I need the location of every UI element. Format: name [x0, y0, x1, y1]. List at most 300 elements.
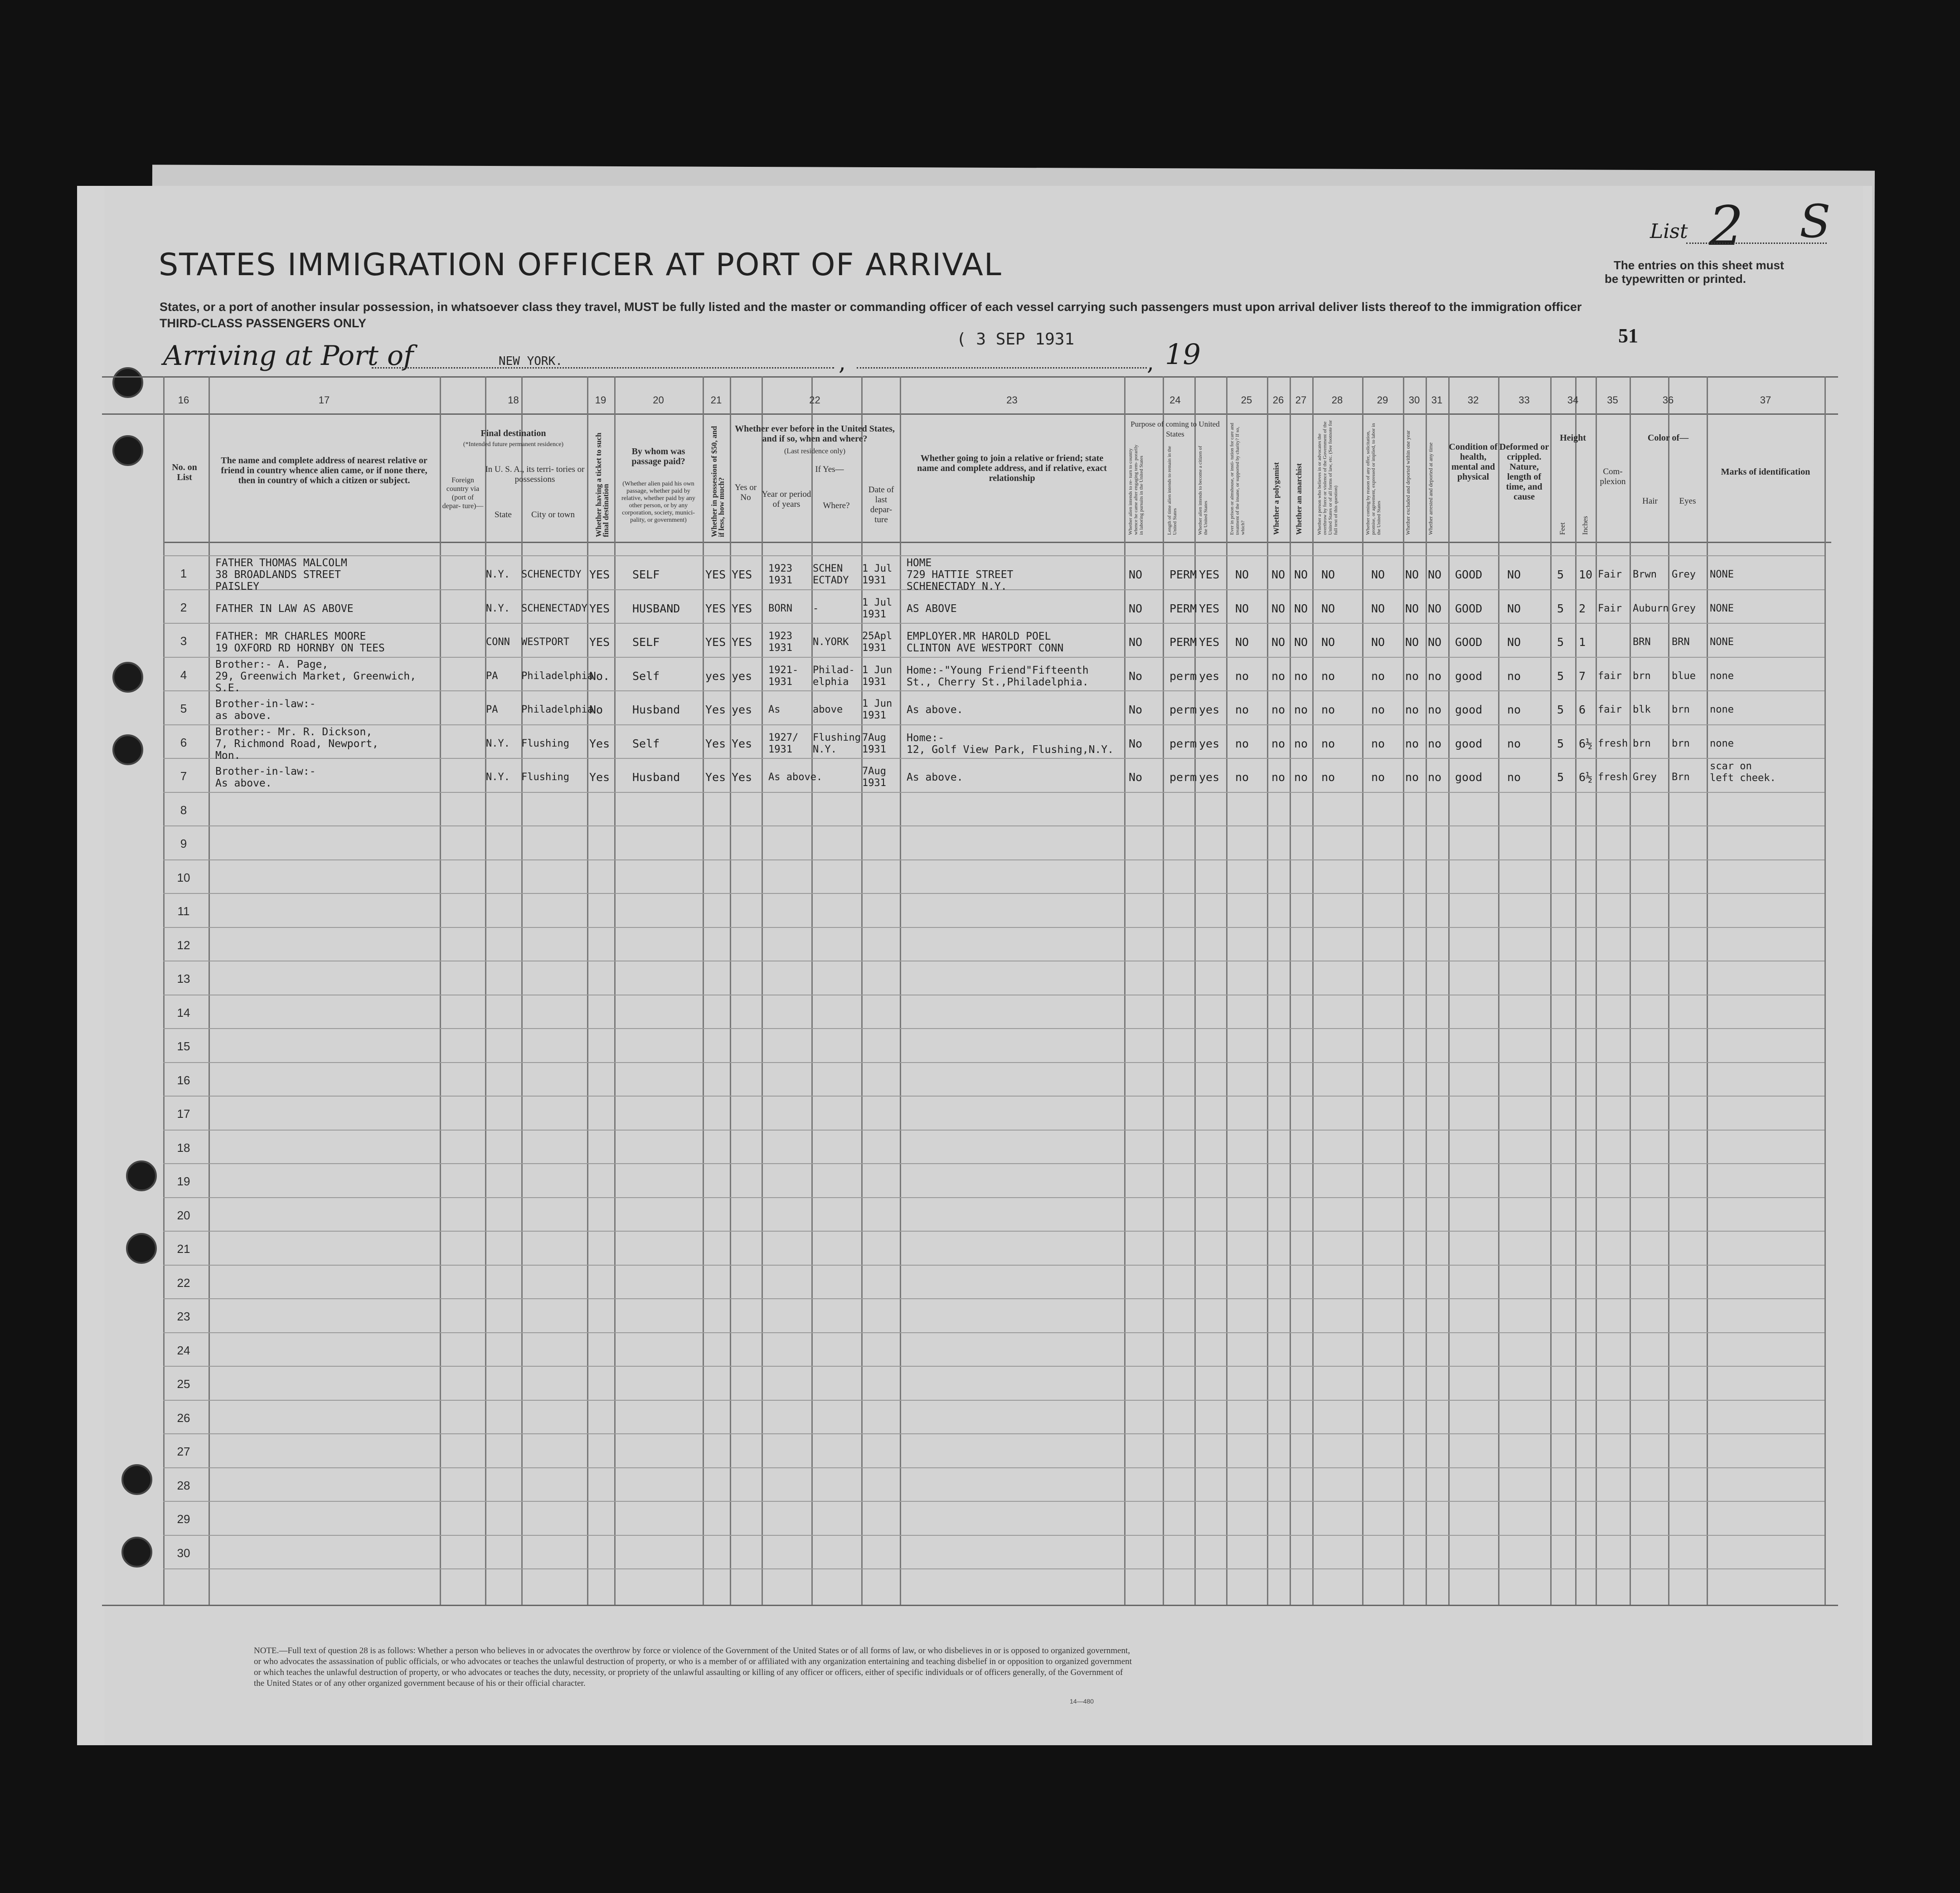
cell-marks: none [1710, 704, 1734, 716]
cell-join: As above. [907, 704, 963, 716]
row-number: 29 [177, 1512, 190, 1526]
cell-overthrow: no [1321, 669, 1335, 683]
row-number: 1 [180, 567, 187, 580]
grid-row-rule [163, 555, 1824, 556]
grid-column-rule [521, 376, 523, 1605]
row-number: 6 [180, 735, 187, 749]
grid-column-rule [440, 376, 441, 1605]
cell-rel: FATHER THOMAS MALCOLM 38 BROADLANDS STREET PAISLEY [215, 557, 347, 593]
cell-rel: FATHER IN LAW AS ABOVE [215, 602, 354, 615]
grid-column-rule [1448, 376, 1450, 1605]
hdr-fifty-dollars: Whether in possession of $50, and if less, how much? [710, 426, 726, 537]
header-bottom-rule [163, 542, 1831, 543]
cell-join: EMPLOYER.MR HAROLD POEL CLINTON AVE WESTPORT CONN [907, 631, 1064, 655]
cell-state: N.Y. [486, 738, 510, 749]
grid-row-rule [163, 1400, 1824, 1401]
grid-column-rule [811, 376, 813, 1605]
row-number: 7 [180, 769, 187, 783]
cell-marks: scar on left cheek. [1710, 761, 1776, 784]
cell-depart: 7Aug 1931 [862, 766, 886, 789]
cell-arrested: no [1428, 703, 1442, 717]
cell-where: N.YORK [813, 636, 849, 648]
cell-paid: Self [632, 669, 660, 683]
cell-purpose-a: No [1129, 669, 1143, 683]
cell-years: 1921- 1931 [768, 664, 799, 688]
cell-depart: 25Apl 1931 [862, 631, 893, 654]
cell-deformed: NO [1507, 602, 1521, 615]
cell-years: As above. [768, 772, 823, 783]
cell-hair: brn [1633, 670, 1651, 682]
cell-inches: 10 [1579, 568, 1593, 582]
hdr-ever-before: Whether ever before in the United States, and if so, when and where? [735, 424, 895, 444]
cell-excluded: NO [1405, 636, 1419, 649]
cell-rel: Brother-in-law:- As above. [215, 766, 316, 790]
list-number: 2 [1709, 195, 1744, 258]
cell-city: WESTPORT [521, 636, 569, 648]
row-number: 4 [180, 668, 187, 682]
cell-eyes: Grey [1672, 569, 1696, 581]
cell-state: PA [486, 670, 498, 682]
cell-anarchist: no [1294, 771, 1308, 784]
page-number: 51 [1618, 325, 1638, 347]
cell-join: Home:- 12, Golf View Park, Flushing,N.Y. [907, 732, 1114, 756]
cell-ticket: No. [589, 669, 610, 683]
cell-depart: 7Aug 1931 [862, 732, 886, 755]
hdr-purpose-b: Length of time alien intends to remain in the United States [1167, 446, 1178, 535]
grid-row-rule [163, 1231, 1824, 1232]
hdr-no-on-list: No. on List [172, 462, 197, 482]
cell-offer: no [1371, 669, 1385, 683]
cell-ever: yes [732, 669, 752, 683]
cell-city: SCHENECTADY [521, 602, 587, 614]
col-num-24: 24 [1169, 394, 1181, 406]
column-number-rule [102, 413, 1838, 415]
hdr-eyes: Eyes [1679, 496, 1696, 506]
row-number: 19 [177, 1175, 190, 1188]
cell-complexion: Fair [1598, 602, 1622, 614]
grid-column-rule [587, 376, 588, 1605]
cell-purpose-b: perm [1169, 669, 1197, 683]
cell-complexion: fair [1598, 704, 1622, 716]
col-num-29: 29 [1377, 394, 1388, 406]
col-num-27: 27 [1295, 394, 1307, 406]
cell-state: N.Y. [486, 569, 510, 581]
date-stamp: ( 3 SEP 1931 [956, 330, 1075, 349]
grid-row-rule [163, 1096, 1824, 1097]
grid-row-rule [163, 1197, 1824, 1198]
cell-purpose-c: YES [1199, 602, 1220, 615]
comma: , [1147, 349, 1154, 375]
grid-row-rule [163, 657, 1824, 658]
row-number: 22 [177, 1276, 190, 1290]
cell-state: PA [486, 704, 498, 716]
hdr-by-whom-note: (Whether alien paid his own passage, whether paid by relative, whether paid by any other person, or by any corporation, society, munici- pality, or government) [621, 481, 695, 524]
cell-purpose-b: PERM [1169, 636, 1197, 649]
cell-complexion: fresh [1598, 738, 1628, 749]
row-number: 23 [177, 1310, 190, 1323]
grid-row-rule [163, 825, 1824, 826]
cell-hair: Brwn [1633, 569, 1657, 581]
row-number: 18 [177, 1141, 190, 1155]
cell-purpose-c: YES [1199, 568, 1220, 582]
cell-health: GOOD [1455, 602, 1483, 615]
grid-column-rule [614, 376, 616, 1605]
cell-prison: NO [1235, 636, 1249, 649]
cell-ever: Yes [732, 737, 752, 750]
cell-offer: no [1371, 737, 1385, 750]
hdr-complexion: Com- plexion [1600, 467, 1626, 486]
grid-column-rule [900, 376, 901, 1605]
grid-column-rule [1267, 376, 1268, 1605]
col-num-21: 21 [710, 394, 722, 406]
cell-polygamist: NO [1271, 602, 1286, 615]
cell-city: SCHENECTDY [521, 569, 582, 581]
cell-depart: 1 Jul 1931 [862, 597, 893, 620]
grid-column-rule [1498, 376, 1499, 1605]
grid-row-rule [163, 792, 1824, 793]
grid-column-rule [1550, 376, 1552, 1605]
grid-column-rule [1362, 376, 1363, 1605]
cell-city: Flushing [521, 738, 569, 749]
cell-health: good [1455, 771, 1483, 784]
cell-arrested: NO [1428, 602, 1442, 615]
cell-deformed: no [1507, 737, 1521, 750]
grid-row-rule [163, 1265, 1824, 1266]
cell-purpose-a: No [1129, 703, 1143, 717]
cell-health: good [1455, 703, 1483, 717]
cell-polygamist: no [1271, 771, 1286, 784]
cell-hair: BRN [1633, 636, 1651, 648]
hdr-final-destination-note: (*Intended future permanent residence) [463, 441, 564, 448]
list-suffix: S [1800, 195, 1831, 248]
cell-state: N.Y. [486, 772, 510, 783]
cell-offer: no [1371, 771, 1385, 784]
hdr-final-destination: Final destination [480, 428, 546, 438]
hdr-height: Height [1560, 433, 1586, 443]
cell-excluded: no [1405, 771, 1419, 784]
col-num-18: 18 [508, 394, 519, 406]
cell-prison: no [1235, 703, 1249, 717]
cell-polygamist: NO [1271, 636, 1286, 649]
col-num-35: 35 [1607, 394, 1618, 406]
grid-column-rule [1194, 376, 1196, 1605]
grid-column-rule [1668, 376, 1669, 1605]
cell-prison: NO [1235, 602, 1249, 615]
grid-column-rule [1124, 376, 1126, 1605]
cell-ever: Yes [732, 771, 752, 784]
grid-row-rule [163, 1366, 1824, 1367]
cell-ever: YES [732, 568, 752, 582]
port-underline [372, 367, 834, 369]
cell-polygamist: no [1271, 737, 1286, 750]
grid-column-rule [1426, 376, 1427, 1605]
row-number: 8 [180, 803, 187, 817]
grid-row-rule [163, 1298, 1824, 1299]
cell-polygamist: no [1271, 703, 1286, 717]
row-number: 2 [180, 600, 187, 614]
hdr-ticket: Whether having a ticket to such final destination [594, 432, 610, 537]
cell-fifty: yes [705, 669, 726, 683]
hdr-excluded: Whether excluded and deported within one year [1405, 430, 1411, 535]
cell-arrested: NO [1428, 636, 1442, 649]
cell-marks: NONE [1710, 569, 1734, 581]
grid-column-rule [1575, 376, 1577, 1605]
cell-complexion: fair [1598, 670, 1622, 682]
punch-hole [112, 367, 143, 398]
subtitle: States, or a port of another insular possession, in whatsoever class they travel, MUST be fully listed and the master or commanding officer of each vessel carrying such passengers must upon arrival deliver lists thereof to the immigration officer [160, 300, 1582, 314]
cell-prison: no [1235, 737, 1249, 750]
col-num-23: 23 [1006, 394, 1018, 406]
row-number: 20 [177, 1208, 190, 1222]
cell-rel: Brother:- Mr. R. Dickson, 7, Richmond Road, Newport, Mon. [215, 726, 379, 762]
row-number: 15 [177, 1039, 190, 1053]
hdr-purpose-c: Whether alien intends to become a citizen of the United States [1198, 446, 1208, 535]
hdr-marks: Marks of identification [1721, 467, 1810, 477]
punch-hole [126, 1233, 157, 1264]
cell-anarchist: no [1294, 737, 1308, 750]
cell-prison: NO [1235, 568, 1249, 582]
hdr-hair: Hair [1642, 496, 1658, 506]
grid-row-rule [163, 1062, 1824, 1063]
row-number: 11 [177, 904, 190, 918]
hdr-city: City or town [531, 510, 575, 519]
cell-marks: NONE [1710, 602, 1734, 614]
cell-eyes: brn [1672, 738, 1690, 749]
grid-column-rule [762, 376, 763, 1605]
row-number: 9 [180, 837, 187, 850]
cell-years: 1927/ 1931 [768, 732, 799, 755]
cell-purpose-b: perm [1169, 771, 1197, 784]
row-number: 24 [177, 1343, 190, 1357]
cell-purpose-b: PERM [1169, 568, 1197, 582]
cell-inches: 1 [1579, 636, 1586, 649]
cell-anarchist: NO [1294, 636, 1308, 649]
cell-health: GOOD [1455, 636, 1483, 649]
grid-row-rule [163, 623, 1824, 624]
hdr-feet: Feet [1559, 522, 1567, 535]
col-num-25: 25 [1241, 394, 1252, 406]
hdr-in-usa: In U. S. A., its terri- tories or possessions [485, 465, 585, 484]
grid-column-rule [861, 376, 863, 1605]
row-number: 21 [177, 1242, 190, 1256]
cell-arrested: no [1428, 669, 1442, 683]
hdr-purpose: Purpose of coming to United States [1130, 420, 1220, 438]
col-num-16: 16 [178, 394, 189, 406]
punch-hole [112, 435, 143, 466]
grid-row-rule [163, 859, 1824, 860]
cell-ticket: No [589, 703, 603, 717]
manifest-paper [104, 186, 1863, 1745]
page-title: STATES IMMIGRATION OFFICER AT PORT OF ARRIVAL [159, 247, 1002, 283]
grid-column-rule [1290, 376, 1291, 1605]
cell-offer: NO [1371, 602, 1385, 615]
cell-state: N.Y. [486, 602, 510, 614]
cell-ticket: YES [589, 602, 610, 615]
year-prefix: 19 [1165, 338, 1201, 371]
cell-years: BORN [768, 602, 792, 614]
grid-row-rule [163, 1501, 1824, 1502]
cell-excluded: no [1405, 669, 1419, 683]
cell-fifty: Yes [705, 771, 726, 784]
cell-ticket: Yes [589, 771, 610, 784]
cell-marks: none [1710, 670, 1734, 682]
cell-feet: 5 [1557, 636, 1564, 649]
cell-anarchist: NO [1294, 568, 1308, 582]
cell-inches: 7 [1579, 669, 1586, 683]
grid-row-rule [163, 1028, 1824, 1029]
col-num-28: 28 [1331, 394, 1343, 406]
cell-overthrow: no [1321, 771, 1335, 784]
entries-note-1: The entries on this sheet must [1614, 258, 1784, 272]
cell-deformed: NO [1507, 568, 1521, 582]
cell-ever: yes [732, 703, 752, 717]
cell-deformed: no [1507, 703, 1521, 717]
hdr-inches: Inches [1582, 516, 1589, 535]
grid-row-rule [163, 1332, 1824, 1333]
cell-purpose-b: PERM [1169, 602, 1197, 615]
cell-purpose-c: yes [1199, 737, 1220, 750]
cell-feet: 5 [1557, 737, 1564, 750]
cell-health: good [1455, 669, 1483, 683]
cell-feet: 5 [1557, 703, 1564, 717]
hdr-overthrow: Whether a person who believes in or advocates the overthrow by force or violence of the Government of the United States or of all forms of law, etc. (See footnote for full text of this question) [1317, 420, 1339, 535]
table-bottom-rule [102, 1605, 1838, 1606]
cell-fifty: Yes [705, 737, 726, 750]
row-number: 13 [177, 972, 190, 985]
hdr-offer: Whether coming by reason of any offer, solicitation, promise, or agreement, expressed or implied, to labor in the United States [1365, 423, 1382, 535]
cell-years: As [768, 704, 781, 716]
cell-purpose-a: No [1129, 737, 1143, 750]
cell-eyes: Brn [1672, 772, 1690, 783]
cell-arrested: NO [1428, 568, 1442, 582]
row-number: 3 [180, 634, 187, 648]
col-num-19: 19 [595, 394, 606, 406]
cell-offer: NO [1371, 568, 1385, 582]
cell-ticket: YES [589, 568, 610, 582]
grid-row-rule [163, 893, 1824, 894]
hdr-last-residence: (Last residence only) [784, 447, 846, 455]
row-number: 26 [177, 1411, 190, 1425]
row-number: 28 [177, 1478, 190, 1492]
cell-purpose-c: YES [1199, 636, 1220, 649]
grid-column-rule [1163, 376, 1164, 1605]
cell-paid: SELF [632, 568, 660, 582]
hdr-joining: Whether going to join a relative or friend; state name and complete address, and if relative, exact relationship [917, 453, 1107, 483]
punch-hole [112, 734, 143, 765]
cell-offer: no [1371, 703, 1385, 717]
cell-deformed: NO [1507, 636, 1521, 649]
cell-ever: YES [732, 602, 752, 615]
footnote: NOTE.—Full text of question 28 is as follows: Whether a person who believes in or advocates the overthrow by force or violence of the Government of the United States or of all forms of law, or who disbelieves in or is opposed to organized government, or who advocates the assassination of public officials, or who advocates or teaches the unlawful destruction of property, or who is a member of or affiliated with any organization entertaining and teaching disbelief in or opposition to organized government or which teaches the unlawful destruction of property, or who advocates or teaches the duty, necessity, or propriety of the unlawful assaulting or killing of any officer or officers, either of specific individuals or of officers generally, of the Government of the United States or of any other organized government because of his or their official character. [254, 1646, 1132, 1688]
cell-city: Flushing [521, 772, 569, 783]
cell-join: As above. [907, 772, 963, 784]
cell-offer: NO [1371, 636, 1385, 649]
cell-where: SCHEN ECTADY [813, 563, 849, 587]
hdr-state: State [495, 510, 512, 519]
col-num-31: 31 [1431, 394, 1443, 406]
grid-column-rule [730, 376, 731, 1605]
cell-purpose-c: yes [1199, 771, 1220, 784]
cell-ever: YES [732, 636, 752, 649]
cell-anarchist: no [1294, 669, 1308, 683]
col-num-37: 37 [1760, 394, 1771, 406]
cell-feet: 5 [1557, 669, 1564, 683]
arriving-label: Arriving at Port of [163, 340, 414, 372]
cell-purpose-a: NO [1129, 602, 1143, 615]
col-num-32: 32 [1467, 394, 1479, 406]
cell-prison: no [1235, 669, 1249, 683]
date-underline [857, 367, 1147, 369]
punch-hole [112, 662, 143, 693]
hdr-foreign-country: Foreign country via (port of depar- ture)— [442, 476, 484, 510]
hdr-by-whom: By whom was passage paid? [631, 447, 685, 466]
grid-column-rule [1596, 376, 1597, 1605]
cell-polygamist: NO [1271, 568, 1286, 582]
punch-hole [126, 1160, 157, 1191]
cell-ticket: Yes [589, 737, 610, 750]
grid-row-rule [163, 1535, 1824, 1536]
cell-rel: Brother-in-law:- as above. [215, 698, 316, 722]
cell-feet: 5 [1557, 602, 1564, 615]
cell-anarchist: NO [1294, 602, 1308, 615]
grid-row-rule [163, 1130, 1824, 1131]
cell-health: GOOD [1455, 568, 1483, 582]
cell-purpose-c: yes [1199, 669, 1220, 683]
cell-overthrow: no [1321, 737, 1335, 750]
grid-column-rule [1630, 376, 1631, 1605]
cell-hair: blk [1633, 704, 1651, 716]
cell-deformed: no [1507, 669, 1521, 683]
cell-arrested: no [1428, 737, 1442, 750]
cell-fifty: YES [705, 636, 726, 649]
cell-complexion: fresh [1598, 772, 1628, 783]
hdr-health: Condition of health, mental and physical [1449, 442, 1498, 482]
row-number: 10 [177, 870, 190, 884]
hdr-yes-no: Yes or No [734, 483, 757, 502]
row-number: 14 [177, 1005, 190, 1019]
cell-prison: no [1235, 771, 1249, 784]
cell-join: HOME 729 HATTIE STREET SCHENECTADY N.Y. [907, 557, 1014, 593]
grid-row-rule [163, 758, 1824, 759]
cell-inches: 6 [1579, 703, 1586, 717]
cell-hair: Grey [1633, 772, 1657, 783]
col-num-17: 17 [318, 394, 330, 406]
manifest-sheet [77, 186, 1872, 1745]
grid-column-rule [209, 376, 210, 1605]
row-number: 30 [177, 1546, 190, 1560]
hdr-purpose-a: Whether alien intends to re- turn to country whence he came after engaging tem- porarily in laboring pursuits in the United States [1128, 444, 1144, 535]
row-number: 25 [177, 1377, 190, 1391]
col-num-26: 26 [1272, 394, 1284, 406]
col-num-33: 33 [1519, 394, 1530, 406]
grid-column-rule [1226, 376, 1227, 1605]
cell-paid: SELF [632, 636, 660, 649]
grid-row-rule [163, 724, 1824, 725]
grid-row-rule [163, 1568, 1824, 1569]
cell-where: - [813, 602, 819, 614]
grid-column-rule [1824, 376, 1826, 1605]
cell-years: 1923 1931 [768, 631, 792, 654]
row-number: 5 [180, 702, 187, 715]
cell-polygamist: no [1271, 669, 1286, 683]
row-number: 12 [177, 938, 190, 952]
cell-years: 1923 1931 [768, 563, 792, 587]
hdr-arrested: Whether arrested and deported at any time [1427, 442, 1434, 535]
cell-purpose-b: perm [1169, 703, 1197, 717]
cell-join: Home:-"Young Friend"Fifteenth St., Cherry St.,Philadelphia. [907, 664, 1089, 688]
grid-column-rule [1707, 376, 1708, 1605]
cell-overthrow: NO [1321, 636, 1335, 649]
